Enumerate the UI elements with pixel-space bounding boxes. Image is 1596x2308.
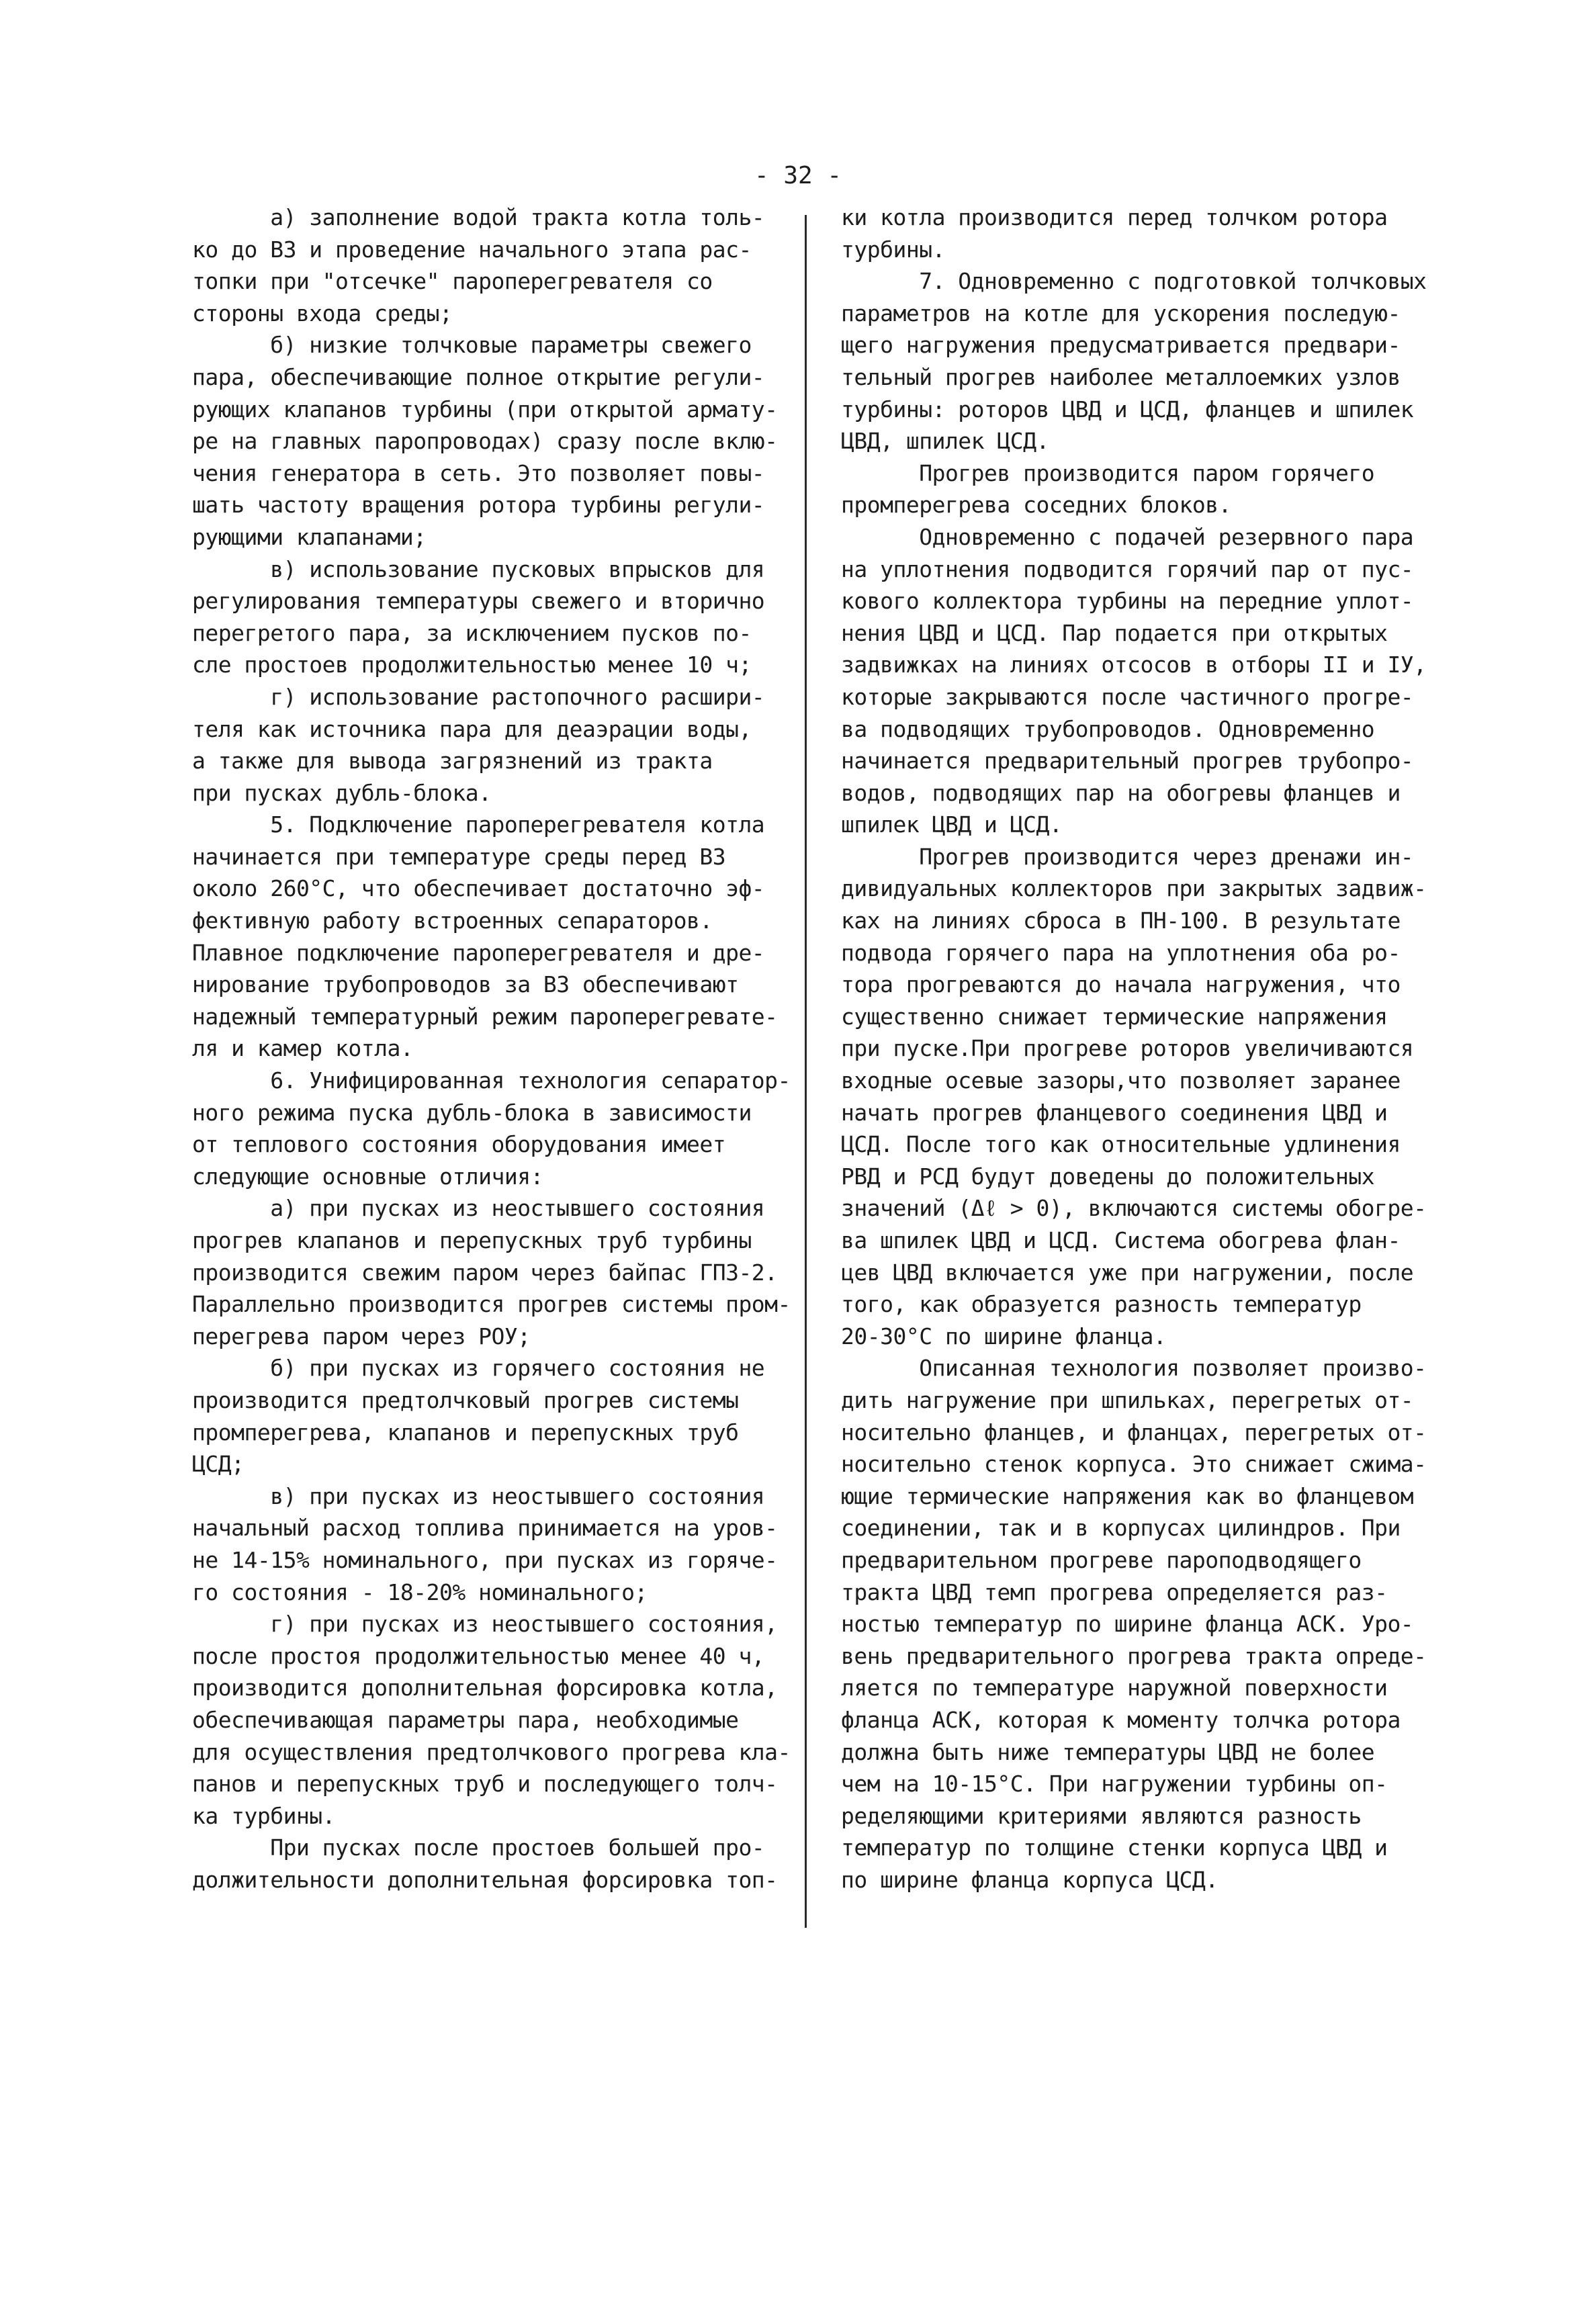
text-line: ределяющими критериями являются разность xyxy=(841,1802,1362,1829)
text-line: сле простоев продолжительностью менее 10 ч; xyxy=(192,652,752,678)
text-line: значений (Δℓ > 0), включаются системы обогре- xyxy=(841,1195,1427,1222)
text-line: тора прогреваются до начала нагружения, что xyxy=(841,971,1401,998)
text-line: не 14-15% номинального, при пусках из горяче- xyxy=(192,1546,778,1573)
text-line: для осуществления предтолчкового прогрева кла- xyxy=(192,1738,791,1765)
text-line: ва подводящих трубопроводов. Одновременно xyxy=(841,715,1375,742)
text-line: соединении, так и в корпусах цилиндров. При xyxy=(841,1515,1401,1542)
text-line: носительно фланцев, и фланцах, перегретых от- xyxy=(841,1419,1427,1446)
column-divider xyxy=(805,215,807,1928)
text-line: го состояния - 18-20% номинального; xyxy=(192,1579,648,1605)
text-line: панов и перепускных труб и последующего толч- xyxy=(192,1771,778,1797)
text-line: ляется по температуре наружной поверхности xyxy=(841,1675,1388,1701)
text-line: РВД и РСД будут доведены до положительных xyxy=(841,1163,1375,1190)
text-line: вень предварительного прогрева тракта опреде- xyxy=(841,1642,1427,1669)
text-line: цев ЦВД включается уже при нагружении, после xyxy=(841,1259,1414,1286)
text-line: носительно стенок корпуса. Это снижает сжима- xyxy=(841,1451,1427,1478)
text-line: 6. Унифицированная технология сепаратор- xyxy=(192,1067,791,1094)
text-line: При пусках после простоев большей про- xyxy=(192,1834,765,1861)
text-line: шать частоту вращения ротора турбины регули- xyxy=(192,492,765,519)
text-line: промперегрева, клапанов и перепускных труб xyxy=(192,1419,739,1446)
text-line: ющие термические напряжения как во фланцевом xyxy=(841,1482,1414,1509)
text-line: Параллельно производится прогрев системы пром- xyxy=(192,1291,791,1318)
text-line: следующие основные отличия: xyxy=(192,1163,543,1190)
text-line: турбины. xyxy=(841,236,945,263)
text-line: б) низкие толчковые параметры свежего xyxy=(192,332,752,359)
text-line: при пуске.При прогреве роторов увеличиваются xyxy=(841,1035,1414,1062)
text-line: водов, подводящих пар на обогревы фланцев и xyxy=(841,779,1401,806)
text-line: того, как образуется разность температур xyxy=(841,1291,1362,1318)
text-line: перегретого пара, за исключением пусков по- xyxy=(192,619,752,646)
text-line: прогрев клапанов и перепускных труб турбины xyxy=(192,1227,752,1253)
text-line: параметров на котле для ускорения последую- xyxy=(841,300,1401,326)
text-line: начинается предварительный прогрев трубопро- xyxy=(841,748,1414,774)
text-line: около 260°С, что обеспечивает достаточно эф- xyxy=(192,875,765,902)
text-line: которые закрываются после частичного прогре- xyxy=(841,683,1414,710)
text-line: нирование трубопроводов за ВЗ обеспечивают xyxy=(192,971,739,998)
page-number: - 32 - xyxy=(754,162,842,189)
text-line: после простоя продолжительностью менее 40 ч, xyxy=(192,1642,765,1669)
text-line: чения генератора в сеть. Это позволяет повы- xyxy=(192,459,765,486)
text-line: производится свежим паром через байпас ГПЗ-2. xyxy=(192,1259,778,1286)
text-line: а) при пусках из неостывшего состояния xyxy=(192,1195,765,1222)
text-line: а также для вывода загрязнений из тракта xyxy=(192,748,713,774)
text-line: стороны входа среды; xyxy=(192,300,453,326)
text-line: надежный температурный режим пароперегревате- xyxy=(192,1003,778,1030)
text-line: ко до ВЗ и проведение начального этапа рас- xyxy=(192,236,752,263)
right-column xyxy=(841,202,1446,1896)
text-line: ках на линиях сброса в ПН-100. В результате xyxy=(841,907,1401,934)
text-line: регулирования температуры свежего и вторично xyxy=(192,588,765,615)
text-line: ля и камер котла. xyxy=(192,1035,414,1062)
text-line: ка турбины. xyxy=(192,1802,336,1829)
text-line: существенно снижает термические напряжения xyxy=(841,1003,1388,1030)
text-line: дить нагружение при шпильках, перегретых от- xyxy=(841,1386,1414,1413)
text-line: должна быть ниже температуры ЦВД не более xyxy=(841,1738,1375,1765)
text-line: ре на главных паропроводах) сразу после вклю- xyxy=(192,428,778,455)
text-line: фланца АСК, которая к моменту толчка ротора xyxy=(841,1706,1401,1733)
text-line: Описанная технология позволяет произво- xyxy=(841,1355,1427,1382)
text-line: рующих клапанов турбины (при открытой армату- xyxy=(192,396,778,423)
text-line: тракта ЦВД темп прогрева определяется раз- xyxy=(841,1579,1388,1605)
text-line: ЦСД. После того как относительные удлинения xyxy=(841,1131,1401,1158)
text-line: чем на 10-15°С. При нагружении турбины оп- xyxy=(841,1771,1388,1797)
text-line: в) при пусках из неостывшего состояния xyxy=(192,1482,765,1509)
text-line: фективную работу встроенных сепараторов. xyxy=(192,907,713,934)
text-line: производится дополнительная форсировка котла, xyxy=(192,1675,778,1701)
text-line: производится предтолчковый прогрев системы xyxy=(192,1386,739,1413)
text-line: ного режима пуска дубль-блока в зависимости xyxy=(192,1099,752,1126)
text-line: ки котла производится перед толчком ротора xyxy=(841,204,1388,230)
text-line: при пусках дубль-блока. xyxy=(192,779,492,806)
text-line: Одновременно с подачей резервного пара xyxy=(841,523,1414,550)
text-line: пара, обеспечивающие полное открытие регули- xyxy=(192,363,765,390)
text-line: начать прогрев фланцевого соединения ЦВД и xyxy=(841,1099,1388,1126)
left-column xyxy=(192,202,797,1896)
text-line: турбины: роторов ЦВД и ЦСД, фланцев и шпилек xyxy=(841,396,1414,423)
text-line: кового коллектора турбины на передние уплот- xyxy=(841,588,1414,615)
text-line: г) использование растопочного расшири- xyxy=(192,683,765,710)
text-line: обеспечивающая параметры пара, необходимые xyxy=(192,1706,739,1733)
text-line: тельный прогрев наиболее металлоемких узлов xyxy=(841,363,1401,390)
text-line: перегрева паром через РОУ; xyxy=(192,1323,531,1349)
text-line: б) при пусках из горячего состояния не xyxy=(192,1355,765,1382)
text-line: задвижках на линиях отсосов в отборы II и IУ, xyxy=(841,652,1427,678)
text-line: начинается при температуре среды перед ВЗ xyxy=(192,843,726,870)
text-line: 20-30°С по ширине фланца. xyxy=(841,1323,1167,1349)
text-line: шпилек ЦВД и ЦСД. xyxy=(841,811,1063,838)
text-line: топки при "отсечке" пароперегревателя со xyxy=(192,268,713,295)
text-line: 5. Подключение пароперегревателя котла xyxy=(192,811,765,838)
text-line: должительности дополнительная форсировка топ- xyxy=(192,1866,778,1893)
text-line: в) использование пусковых впрысков для xyxy=(192,556,765,582)
text-line: на уплотнения подводится горячий пар от пус- xyxy=(841,556,1414,582)
text-line: температур по толщине стенки корпуса ЦВД и xyxy=(841,1834,1388,1861)
text-line: теля как источника пара для деаэрации воды, xyxy=(192,715,752,742)
text-line: ЦВД, шпилек ЦСД. xyxy=(841,428,1049,455)
text-line: Прогрев производится паром горячего xyxy=(841,459,1375,486)
text-line: дивидуальных коллекторов при закрытых задвиж- xyxy=(841,875,1427,902)
text-line: ностью температур по ширине фланца АСК. Уро- xyxy=(841,1611,1414,1638)
text-line: 7. Одновременно с подготовкой толчковых xyxy=(841,268,1427,295)
text-line: от теплового состояния оборудования имеет xyxy=(192,1131,726,1158)
text-line: по ширине фланца корпуса ЦСД. xyxy=(841,1866,1218,1893)
text-line: начальный расход топлива принимается на уров- xyxy=(192,1515,778,1542)
text-line: щего нагружения предусматривается предвари- xyxy=(841,332,1401,359)
text-line: а) заполнение водой тракта котла толь- xyxy=(192,204,765,230)
text-line: ЦСД; xyxy=(192,1451,245,1478)
text-line: подвода горячего пара на уплотнения оба ро- xyxy=(841,939,1401,966)
text-line: рующими клапанами; xyxy=(192,523,427,550)
text-line: нения ЦВД и ЦСД. Пар подается при открытых xyxy=(841,619,1388,646)
text-line: ва шпилек ЦВД и ЦСД. Система обогрева флан- xyxy=(841,1227,1401,1253)
text-line: Прогрев производится через дренажи ин- xyxy=(841,843,1414,870)
text-line: г) при пусках из неостывшего состояния, xyxy=(192,1611,778,1638)
text-line: промперегрева соседних блоков. xyxy=(841,492,1232,519)
text-line: предварительном прогреве пароподводящего xyxy=(841,1546,1362,1573)
text-line: Плавное подключение пароперегревателя и дре- xyxy=(192,939,765,966)
text-line: входные осевые зазоры,что позволяет заранее xyxy=(841,1067,1401,1094)
